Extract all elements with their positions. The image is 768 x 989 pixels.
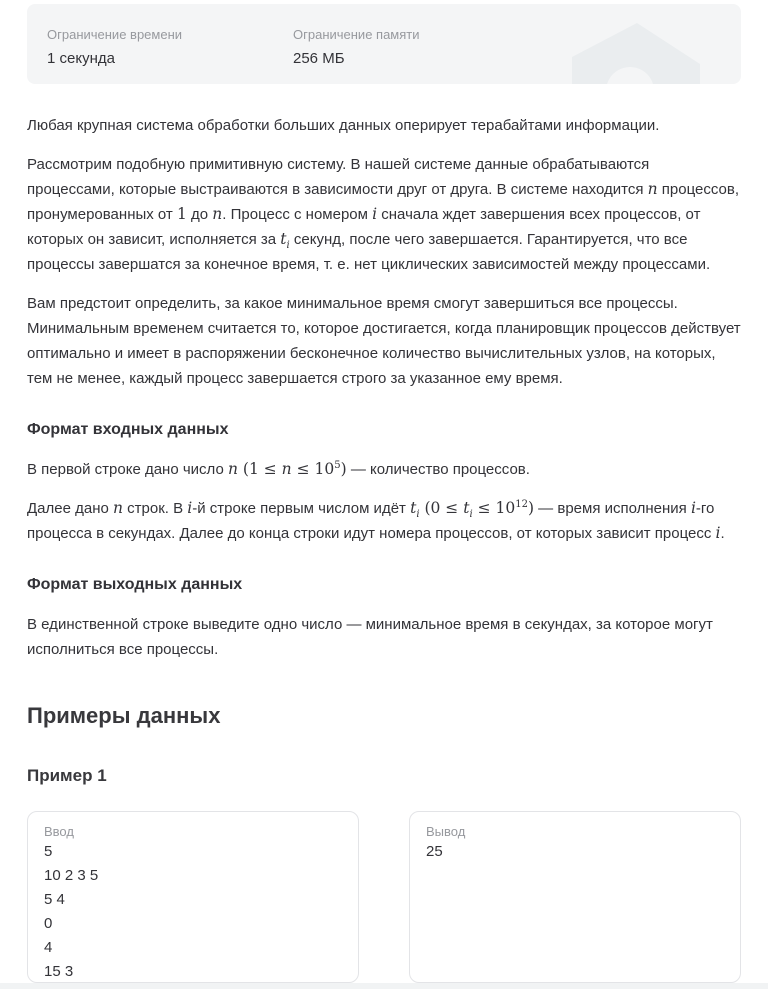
- statement-paragraph: Рассмотрим подобную примитивную систему. В нашей системе данные обрабатываются процессами, которые выстраиваются в зависимости друг от друга. В системе находится n процессов, пронумерованных от 1 до n. Процесс с номером i сначала ждет завершения всех процессов, от которых он зависит, исполняется за $t_i$ секунд, после чего завершается. Гарантируется, что все процессы завершатся за конечное время, т. е. нет циклических зависимостей между процессами.: [27, 156, 739, 273]
- memory-limit-label: Ограничение памяти: [293, 27, 420, 42]
- memory-limit-value: 256 МБ: [293, 50, 345, 67]
- sample-line: 15 3: [44, 963, 74, 980]
- section-heading: Формат входных данных: [27, 421, 229, 438]
- sample-output-box[interactable]: [409, 811, 741, 983]
- sample-line: 25: [426, 843, 443, 860]
- section-heading: Формат выходных данных: [27, 576, 243, 593]
- example-1-heading: Пример 1: [27, 766, 107, 785]
- sample-line: 5: [44, 843, 53, 860]
- sample-input-label: Ввод: [44, 824, 74, 839]
- time-limit-value: 1 секунда: [47, 50, 115, 67]
- page-section-divider: [0, 983, 768, 989]
- statement-paragraph: В единственной строке выведите одно число — минимальное время в секундах, за которое могут исполниться все процессы.: [27, 616, 713, 658]
- time-limit-label: Ограничение времени: [47, 27, 183, 42]
- sample-line: 10 2 3 5: [44, 867, 99, 884]
- memory-limit: [293, 27, 539, 84]
- statement-paragraph: Любая крупная система обработки больших данных оперирует терабайтами информации.: [27, 117, 660, 134]
- limits-card: [27, 4, 741, 84]
- problem-statement: [27, 113, 741, 662]
- sample-input-lines: [44, 840, 342, 983]
- sample-input-box[interactable]: [27, 811, 359, 983]
- statement-paragraph: В первой строке дано число n $(1 \le n \le 10^5)$ — количество процессов.: [27, 460, 530, 478]
- statement-paragraph: Далее дано n строк. В i-й строке первым числом идёт $t_i$ $(0 \le t_i \le 10^{12})$ — время исполнения i-го процесса в секундах. Далее до конца строки идут номера процессов, от которых зависит процесс i.: [27, 499, 725, 542]
- time-limit: [47, 27, 293, 84]
- sample-line: 5 4: [44, 891, 65, 908]
- statement-paragraph: Вам предстоит определить, за какое минимальное время смогут завершиться все процессы. Минимальным временем считается то, которое достигается, когда планировщик процессов действует оптимально и имеет в распоряжении бесконечное количество вычислительных узлов, на которых, тем не менее, каждый процесс завершается строго за указанное ему время.: [27, 295, 741, 387]
- sample-output-lines: [426, 840, 724, 864]
- samples-heading: Примеры данных: [27, 703, 221, 728]
- sample-line: 0: [44, 915, 53, 932]
- sample-line: 4: [44, 939, 53, 956]
- sample-output-label: Вывод: [426, 824, 466, 839]
- example-1-row: [27, 811, 741, 983]
